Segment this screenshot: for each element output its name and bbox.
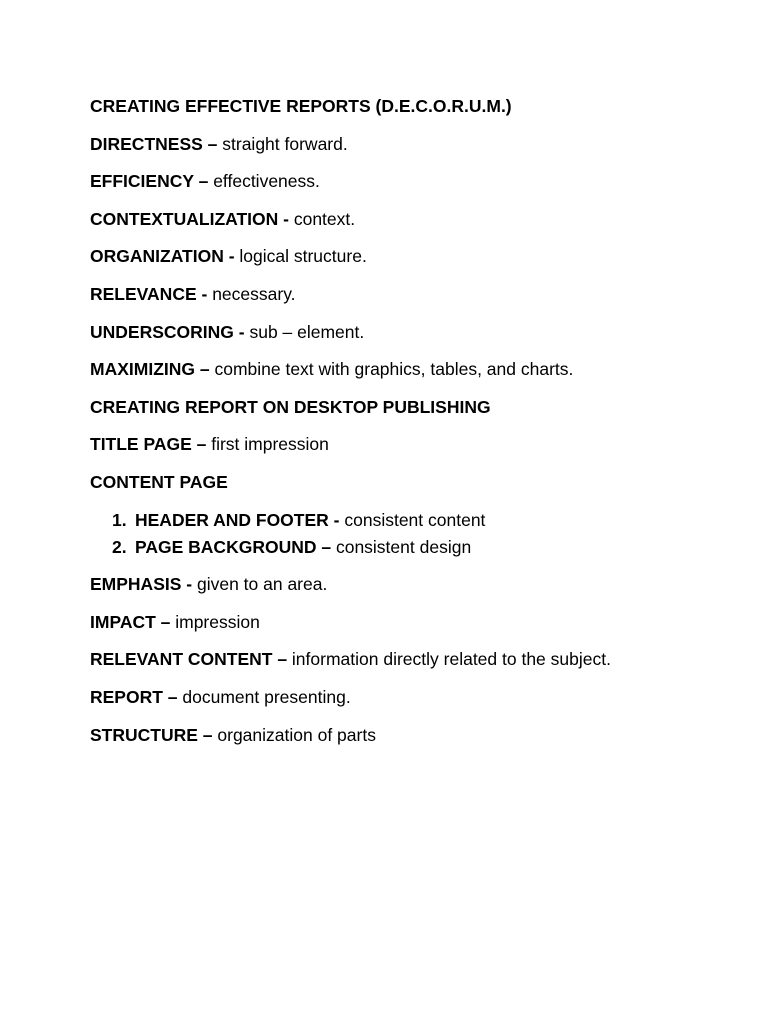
term-label: IMPACT –	[90, 611, 171, 632]
term-definition: necessary.	[207, 283, 296, 304]
term-definition: sub – element.	[244, 321, 365, 342]
term-definition: consistent content	[339, 509, 486, 530]
term-underscoring	[90, 321, 710, 343]
term-label: UNDERSCORING -	[90, 321, 245, 342]
content-page-list	[90, 509, 710, 558]
term-label: RELEVANCE -	[90, 283, 208, 304]
term-relevant-content	[90, 648, 710, 670]
term-definition: logical structure.	[234, 246, 367, 267]
term-definition: combine text with graphics, tables, and charts.	[209, 359, 574, 380]
term-definition: first impression	[206, 434, 329, 455]
document-body	[90, 95, 710, 761]
term-definition: consistent design	[331, 536, 472, 557]
term-definition: straight forward.	[217, 133, 348, 154]
heading-decorum: CREATING EFFECTIVE REPORTS (D.E.C.O.R.U.M.)	[90, 96, 512, 116]
term-organization	[90, 245, 710, 267]
term-maximizing	[90, 358, 710, 380]
term-definition: effectiveness.	[208, 171, 320, 192]
term-label: EFFICIENCY –	[90, 171, 209, 192]
term-definition: impression	[170, 611, 260, 632]
term-definition: document presenting.	[177, 686, 351, 707]
term-label: CONTEXTUALIZATION -	[90, 208, 289, 229]
list-number: 1.	[112, 509, 127, 530]
term-structure	[90, 724, 710, 746]
term-label: RELEVANT CONTENT –	[90, 649, 288, 670]
term-definition: context.	[288, 208, 356, 229]
term-definition: information directly related to the subject.	[287, 649, 611, 670]
term-label: TITLE PAGE –	[90, 434, 207, 455]
term-impact	[90, 611, 710, 633]
term-label: ORGANIZATION -	[90, 246, 235, 267]
term-report	[90, 686, 710, 708]
list-item	[90, 509, 710, 531]
term-definition: given to an area.	[192, 574, 328, 595]
term-label: MAXIMIZING –	[90, 359, 210, 380]
term-contextualization	[90, 208, 710, 230]
term-label: EMPHASIS -	[90, 574, 193, 595]
term-label: REPORT –	[90, 686, 178, 707]
term-definition: organization of parts	[212, 724, 376, 745]
heading-content-page: CONTENT PAGE	[90, 471, 228, 492]
term-relevance	[90, 283, 710, 305]
term-label: HEADER AND FOOTER -	[135, 509, 340, 530]
term-label: STRUCTURE –	[90, 724, 213, 745]
heading-desktop-publishing: CREATING REPORT ON DESKTOP PUBLISHING	[90, 396, 491, 417]
term-efficiency	[90, 170, 710, 192]
term-emphasis	[90, 573, 710, 595]
term-directness	[90, 133, 710, 155]
list-item	[90, 536, 710, 558]
list-number: 2.	[112, 536, 127, 557]
term-label: DIRECTNESS –	[90, 133, 218, 154]
term-title-page	[90, 433, 710, 455]
term-label: PAGE BACKGROUND –	[135, 536, 332, 557]
